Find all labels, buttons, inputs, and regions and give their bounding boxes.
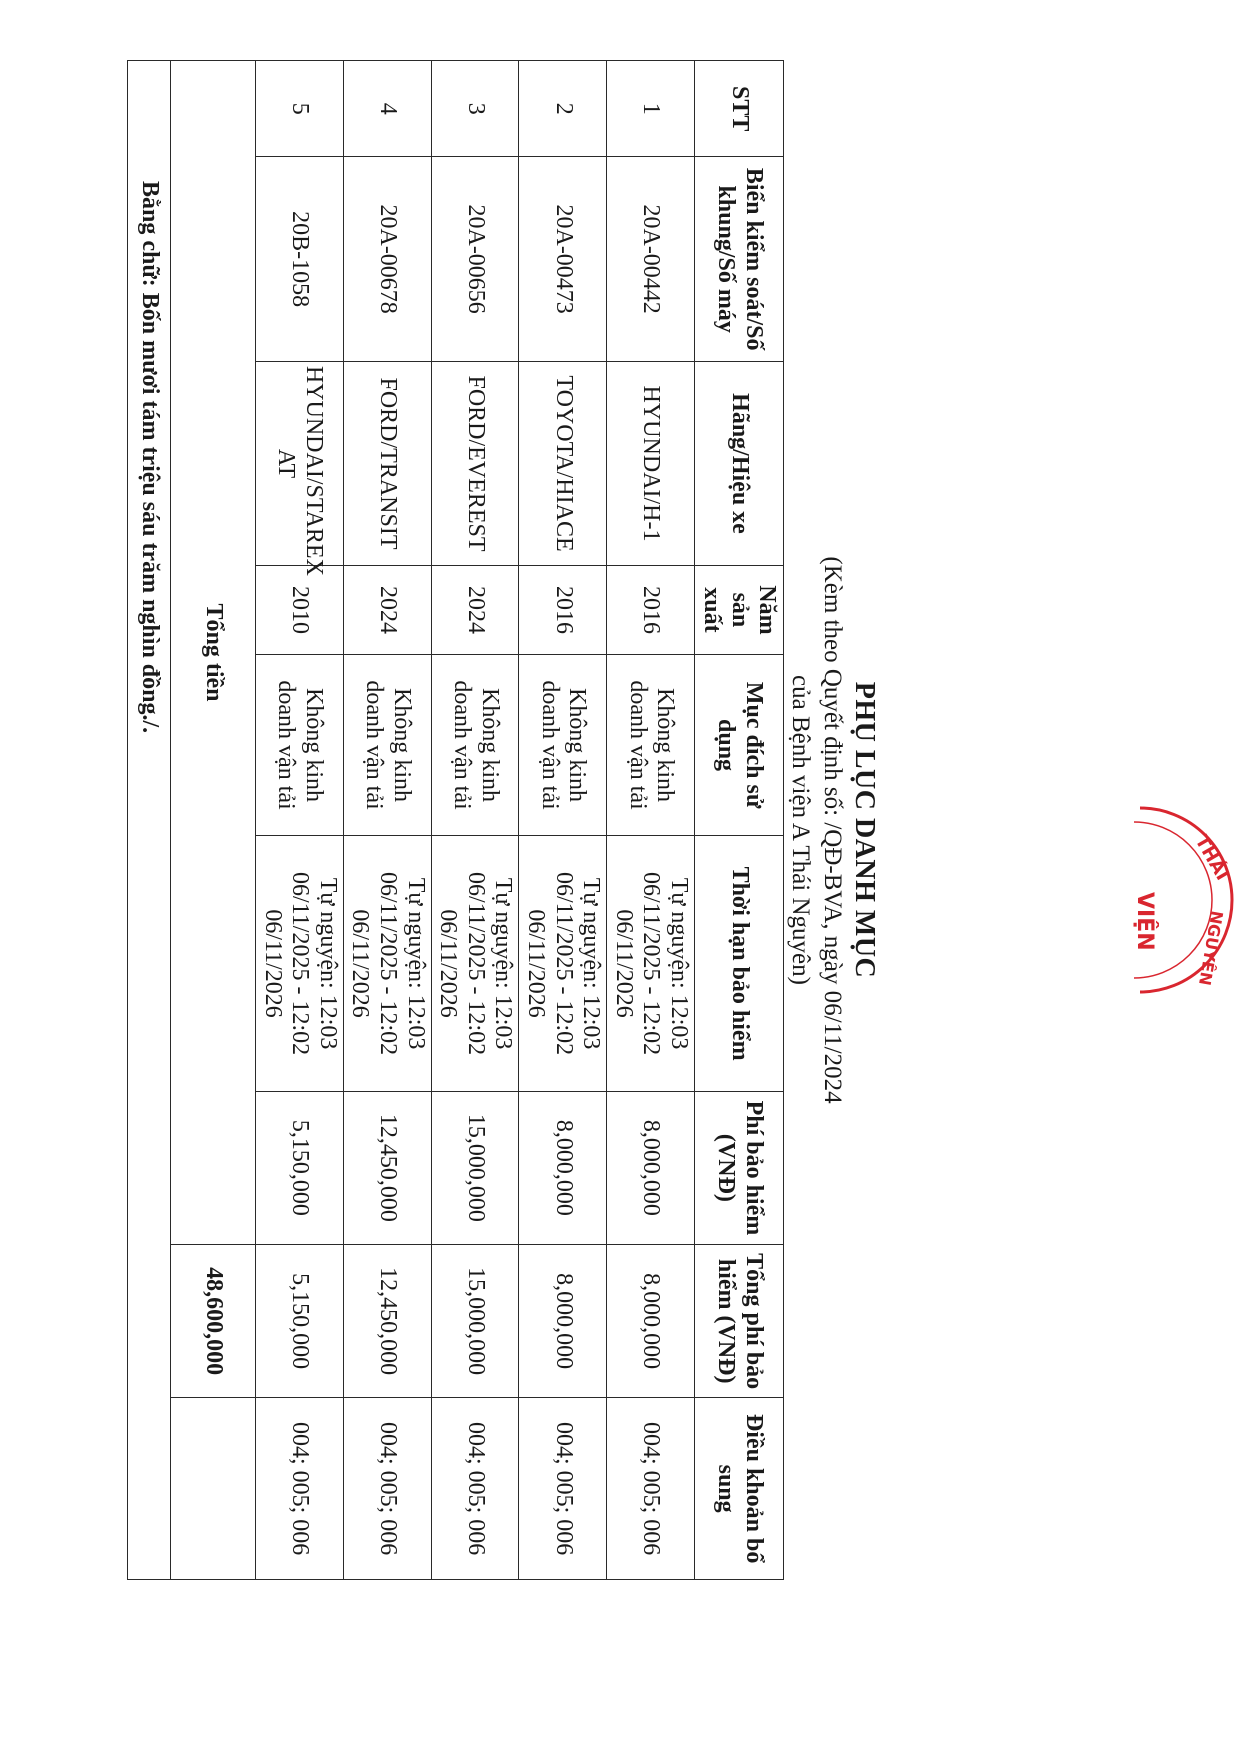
cell-year: 2024 — [431, 566, 519, 655]
document-title: PHỤ LỤC DANH MỤC — [849, 681, 880, 979]
cell-purpose: Không kinh doanh vận tải — [607, 654, 695, 836]
in-words-row — [128, 61, 171, 1580]
table-row — [256, 61, 344, 1580]
document-subtitle: (Kèm theo Quyết định số: /QĐ-BVA, ngày 06/11/2024 — [819, 556, 846, 1104]
amount-in-words: Bằng chữ: Bốn mươi tám triệu sáu trăm nghìn đồng./. — [128, 61, 171, 1580]
col-header-clauses: Điều khoản bổ sung — [695, 1398, 784, 1580]
cell-year: 2024 — [343, 566, 431, 655]
cell-brand: FORD/EVEREST — [431, 361, 519, 565]
cell-stt: 4 — [343, 61, 431, 157]
cell-fee: 8,000,000 — [519, 1091, 607, 1244]
cell-total-fee: 12,450,000 — [343, 1245, 431, 1398]
cell-plate: 20B-1058 — [256, 157, 344, 361]
cell-fee: 8,000,000 — [607, 1091, 695, 1244]
cell-purpose: Không kinh doanh vận tải — [256, 654, 344, 836]
cell-clauses: 004; 005; 006 — [343, 1398, 431, 1580]
cell-clauses: 004; 005; 006 — [519, 1398, 607, 1580]
table-row — [431, 61, 519, 1580]
seal-text-right: NGUYÊN — [1194, 909, 1227, 987]
cell-clauses: 004; 005; 006 — [431, 1398, 519, 1580]
vehicle-insurance-table — [127, 60, 784, 1580]
cell-brand: HYUNDAI/H-1 — [607, 361, 695, 565]
seal-text-center: VIỆN — [1132, 892, 1157, 951]
col-header-fee: Phí bảo hiểm (VNĐ) — [695, 1091, 784, 1244]
cell-stt: 2 — [519, 61, 607, 157]
col-header-stt: STT — [695, 61, 784, 157]
rotated-document — [136, 60, 880, 1600]
cell-year: 2010 — [256, 566, 344, 655]
table-row — [607, 61, 695, 1580]
col-header-plate: Biển kiểm soát/Số khung/Số máy — [695, 157, 784, 361]
seal-text-top: THÁI — [1190, 832, 1233, 885]
cell-brand: HYUNDAI/STAREX AT — [256, 361, 344, 565]
cell-brand: TOYOTA/HIACE — [519, 361, 607, 565]
cell-stt: 3 — [431, 61, 519, 157]
cell-total-fee: 8,000,000 — [519, 1245, 607, 1398]
cell-term: Tự nguyện: 12:03 06/11/2025 - 12:02 06/11/2026 — [343, 836, 431, 1091]
cell-fee: 5,150,000 — [256, 1091, 344, 1244]
cell-total-fee: 15,000,000 — [431, 1245, 519, 1398]
cell-purpose: Không kinh doanh vận tải — [519, 654, 607, 836]
red-seal-stamp — [1100, 800, 1233, 1000]
cell-plate: 20A-00656 — [431, 157, 519, 361]
col-header-total-fee: Tổng phí bảo hiểm (VNĐ) — [695, 1245, 784, 1398]
cell-stt: 1 — [607, 61, 695, 157]
cell-fee: 12,450,000 — [343, 1091, 431, 1244]
col-header-brand: Hãng/Hiệu xe — [695, 361, 784, 565]
total-row — [171, 61, 256, 1580]
total-value: 48,600,000 — [171, 1245, 256, 1398]
cell-fee: 15,000,000 — [431, 1091, 519, 1244]
cell-term: Tự nguyện: 12:03 06/11/2025 - 12:02 06/11/2026 — [256, 836, 344, 1091]
cell-plate: 20A-00473 — [519, 157, 607, 361]
table-row — [343, 61, 431, 1580]
cell-term: Tự nguyện: 12:03 06/11/2025 - 12:02 06/11/2026 — [431, 836, 519, 1091]
table-row — [519, 61, 607, 1580]
col-header-term: Thời hạn bảo hiểm — [695, 836, 784, 1091]
total-label: Tổng tiền — [171, 61, 256, 1245]
cell-brand: FORD/TRANSIT — [343, 361, 431, 565]
col-header-year: Năm sản xuất — [695, 566, 784, 655]
table-header-row — [695, 61, 784, 1580]
cell-stt: 5 — [256, 61, 344, 157]
cell-purpose: Không kinh doanh vận tải — [431, 654, 519, 836]
document-subtitle-issuer: của Bệnh viện A Thái Nguyên) — [787, 675, 814, 985]
total-empty-cell — [171, 1398, 256, 1580]
cell-clauses: 004; 005; 006 — [607, 1398, 695, 1580]
cell-term: Tự nguyện: 12:03 06/11/2025 - 12:02 06/11/2026 — [519, 836, 607, 1091]
cell-year: 2016 — [519, 566, 607, 655]
cell-plate: 20A-00442 — [607, 157, 695, 361]
cell-purpose: Không kinh doanh vận tải — [343, 654, 431, 836]
cell-term: Tự nguyện: 12:03 06/11/2025 - 12:02 06/11/2026 — [607, 836, 695, 1091]
cell-year: 2016 — [607, 566, 695, 655]
cell-plate: 20A-00678 — [343, 157, 431, 361]
cell-clauses: 004; 005; 006 — [256, 1398, 344, 1580]
cell-total-fee: 8,000,000 — [607, 1245, 695, 1398]
cell-total-fee: 5,150,000 — [256, 1245, 344, 1398]
col-header-purpose: Mục đích sử dụng — [695, 654, 784, 836]
